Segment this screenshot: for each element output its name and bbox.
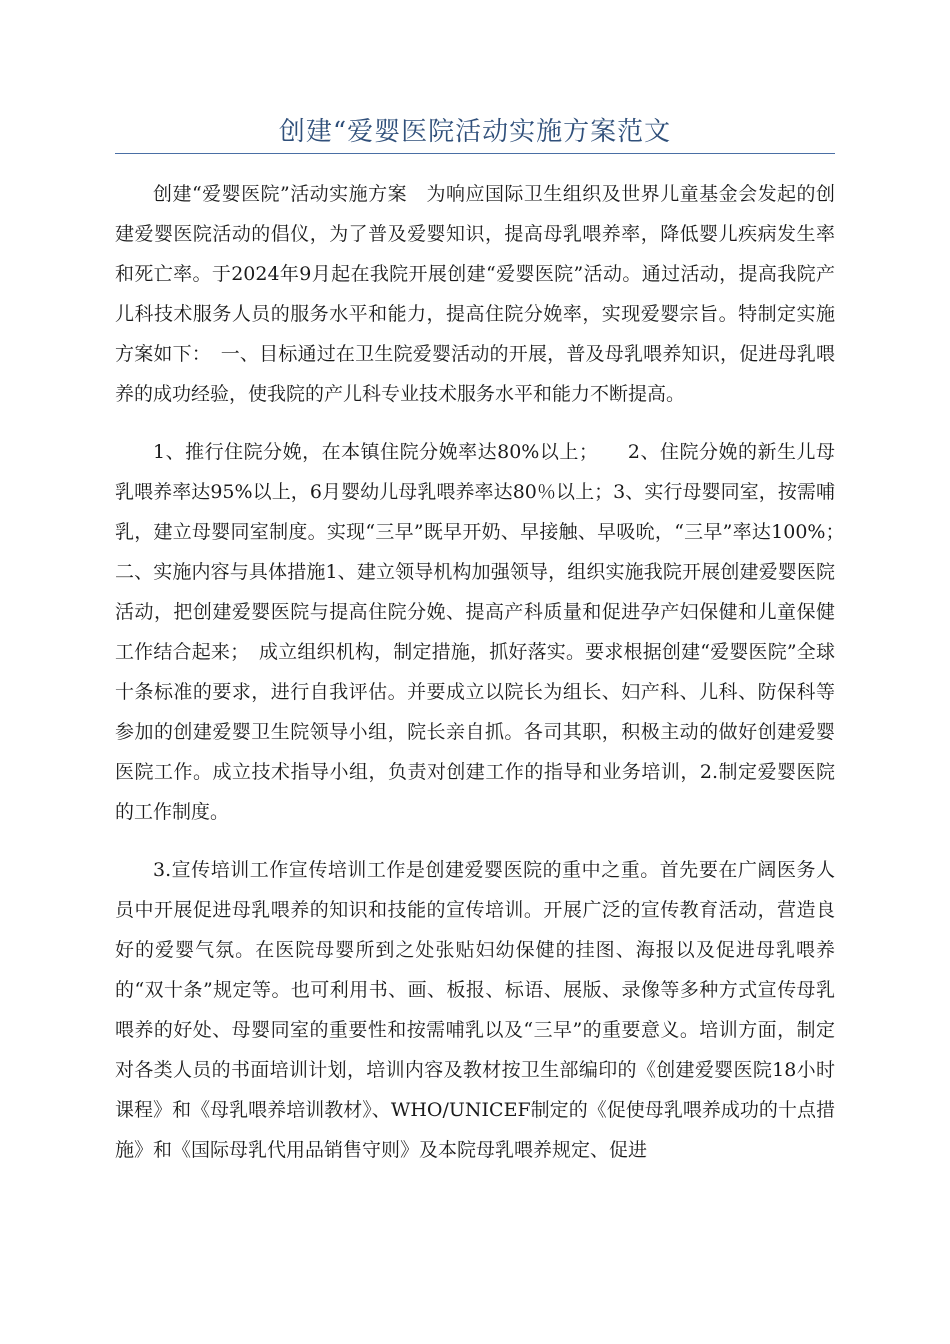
paragraph-training: 3.宣传培训工作宣传培训工作是创建爱婴医院的重中之重。首先要在广阔医务人员中开展促进母乳喂养的知识和技能的宣传培训。开展广泛的宣传教育活动，营造良好的爱婴气氛。在医院母婴所到之处张贴妇幼保健的挂图、海报以及促进母乳喂养的“双十条”规定等。也可利用书、画、板报、标语、展版、录像等多种方式宣传母乳喂养的好处、母婴同室的重要性和按需哺乳以及“三早”的重要意义。培训方面，制定对各类人员的书面培训计划，培训内容及教材按卫生部编印的《创建爱婴医院18小时课程》和《母乳喂养培训教材》、WHO/UNICEF制定的《促使母乳喂养成功的十点措施》和《国际母乳代用品销售守则》及本院母乳喂养规定、促进	[115, 859, 835, 1161]
paragraph-intro: 创建“爱婴医院”活动实施方案 为响应国际卫生组织及世界儿童基金会发起的创建爱婴医院活动的倡仪，为了普及爱婴知识，提高母乳喂养率，降低婴儿疾病发生率和死亡率。于2024年9月起在我院开展创建“爱婴医院”活动。通过活动，提高我院产儿科技术服务人员的服务水平和能力，提高住院分娩率，实现爱婴宗旨。特制定实施方案如下： 一、目标通过在卫生院爱婴活动的开展，普及母乳喂养知识，促进母乳喂养的成功经验，使我院的产儿科专业技术服务水平和能力不断提高。	[115, 183, 835, 405]
document-title: 创建“爱婴医院活动实施方案范文	[278, 117, 672, 147]
paragraph-goals-measures: 1、推行住院分娩，在本镇住院分娩率达80%以上； 2、住院分娩的新生儿母乳喂养率达95%以上，6月婴幼儿母乳喂养率达80％以上；3、实行母婴同室，按需哺乳，建立母婴同室制度。实现“三早”既早开奶、早接触、早吸吮，“三早”率达100%； 二、实施内容与具体措施1、建立领导机构加强领导，组织实施我院开展创建爱婴医院活动，把创建爱婴医院与提高住院分娩、提高产科质量和促进孕产妇保健和儿童保健工作结合起来； 成立组织机构，制定措施，抓好落实。要求根据创建“爱婴医院”全球十条标准的要求，进行自我评估。并要成立以院长为组长、妇产科、儿科、防保科等参加的创建爱婴卫生院领导小组，院长亲自抓。各司其职，积极主动的做好创建爱婴医院工作。成立技术指导小组，负责对创建工作的指导和业务培训，2.制定爱婴医院的工作制度。	[115, 441, 874, 823]
document-body	[115, 174, 874, 1188]
title-underline	[115, 153, 835, 154]
